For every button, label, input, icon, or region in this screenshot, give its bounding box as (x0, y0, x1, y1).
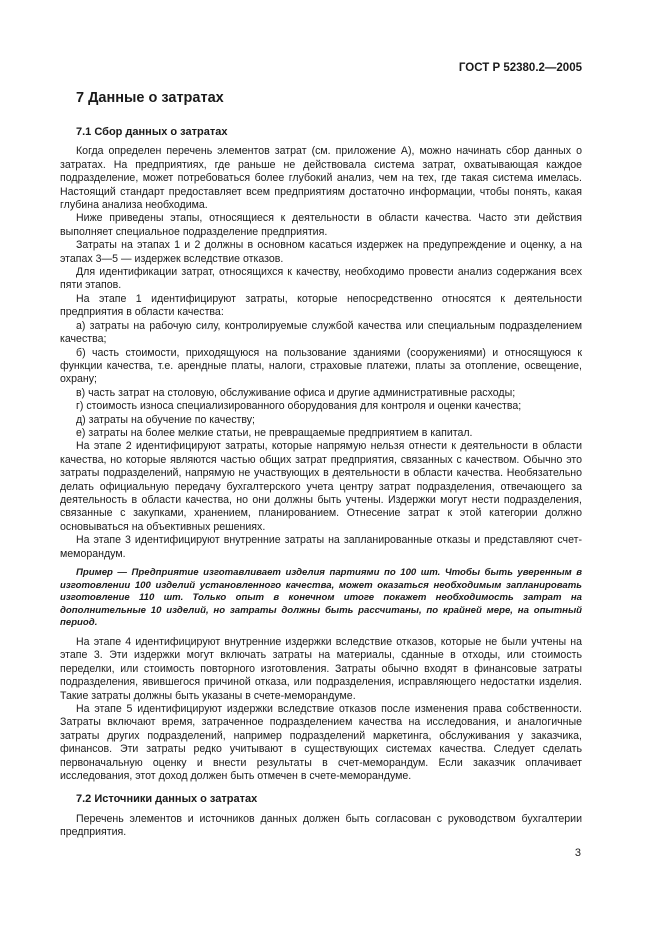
list-item: в) часть затрат на столовую, обслуживание офиса и другие административные расходы; (76, 386, 516, 399)
paragraph: На этапе 3 идентифицируют внутренние затраты на запланированные отказы и представляют счет-меморандум. (60, 534, 582, 560)
paragraph: На этапе 5 идентифицируют издержки вследствие отказов после изменения права собственности. Затраты включают время, затраченное подразделением качества на исследования, и аналогичные затраты других подразделений, например подразделений маркетинга, обслуживания у заказчика, финансов. Эти затраты редко учитывают в существующих системах качества. Следует сделать первоначальную оценку и внести результаты в счет-меморандум. Если заказчик оплачивает исследования, этот доход должен быть отмечен в счете-меморандуме. (60, 703, 582, 783)
section-body (60, 126, 582, 840)
paragraph: Ниже приведены этапы, относящиеся к деятельности в области качества. Часто эти действия выполняет специальное подразделение предприятия. (60, 212, 582, 238)
paragraph: На этапе 4 идентифицируют внутренние издержки вследствие отказов, которые не были учтены на этапе 3. Эти издержки могут включать затраты на материалы, сданные в отходы, или стоимость переделки, или стоимость повторного изготовления. Затраты обычно входят в финансовые затраты подразделения, явившегося причиной отказа, или подразделения, исправляющего недостатки изделия. Такие затраты должны быть указаны в счете-меморандуме. (60, 635, 582, 702)
paragraph: Затраты на этапах 1 и 2 должны в основном касаться издержек на предупреждение и оценку, а на этапах 3—5 — издержек вследствие отказов. (60, 239, 582, 265)
stage-1-list (60, 320, 582, 441)
paragraph: Перечень элементов и источников данных должен быть согласован с руководством бухгалтерии предприятия. (60, 812, 582, 839)
list-item: г) стоимость износа специализированного оборудования для контроля и оценки качества; (76, 400, 522, 413)
list-item: д) затраты на обучение по качеству; (76, 413, 255, 426)
paragraph: На этапе 2 идентифицируют затраты, которые напрямую нельзя отнести к деятельности в области качества, но которые являются частью общих затрат предприятия, связанных с качеством. Обычно это затраты подразделений, напрямую не участвующих в деятельности в области качества. Необязательно делать официальную передачу бухгалтерского учета центру затрат подразделения, отвечающего за деятельность в области качества, но они должны быть учтены. Издержки могут нести подразделения, связанные с закупками, хранением, планированием. Отнесение затрат к этой категории должно основываться на объективных решениях. (60, 440, 582, 533)
page-number: 3 (574, 847, 581, 859)
paragraph: На этапе 1 идентифицируют затраты, которые непосредственно относятся к деятельности предприятия в области качества: (60, 292, 582, 319)
section-title: 7 Данные о затратах (76, 90, 224, 106)
paragraph: Для идентификации затрат, относящихся к качеству, необходимо провести анализ содержания всех пяти этапов. (60, 266, 582, 292)
subsection-title-7-1: 7.1 Сбор данных о затратах (76, 126, 228, 138)
list-item: а) затраты на рабочую силу, контролируемые службой качества или специальным подразделением качества; (60, 319, 582, 346)
list-item: е) затраты на более мелкие статьи, не превращаемые предприятием в капитал. (76, 426, 473, 439)
subsection-title-7-2: 7.2 Источники данных о затратах (76, 793, 258, 806)
document-code: ГОСТ Р 52380.2—2005 (458, 62, 582, 74)
paragraph: Когда определен перечень элементов затрат (см. приложение А), можно начинать сбор данных о затратах. На предприятиях, где раньше не действовала система затрат, охватывающая каждое подразделение, может потребоваться более глубокий анализ, чем на тех, где такая система имелась. Настоящий стандарт предоставляет всем предприятиям достаточно информации, чтобы понять, какая глубина анализа необходима. (60, 145, 582, 212)
list-item: б) часть стоимости, приходящуюся на пользование зданиями (сооружениями) и относящуюся к функции качества, т.е. арендные платы, налоги, страховые платежи, платы за отопление, освещение, охрану; (60, 346, 582, 386)
example-note: Пример — Предприятие изготавливает изделия партиями по 100 шт. Чтобы быть уверенным в изготовлении 100 изделий установленного качества, может оказаться необходимым запланировать изготовление 110 шт. Только опыт в конечном итоге покажет необходимость затрат на дополнительные 10 изделий, но затраты должны быть рассчитаны, по крайней мере, на опытный период. (60, 567, 582, 629)
